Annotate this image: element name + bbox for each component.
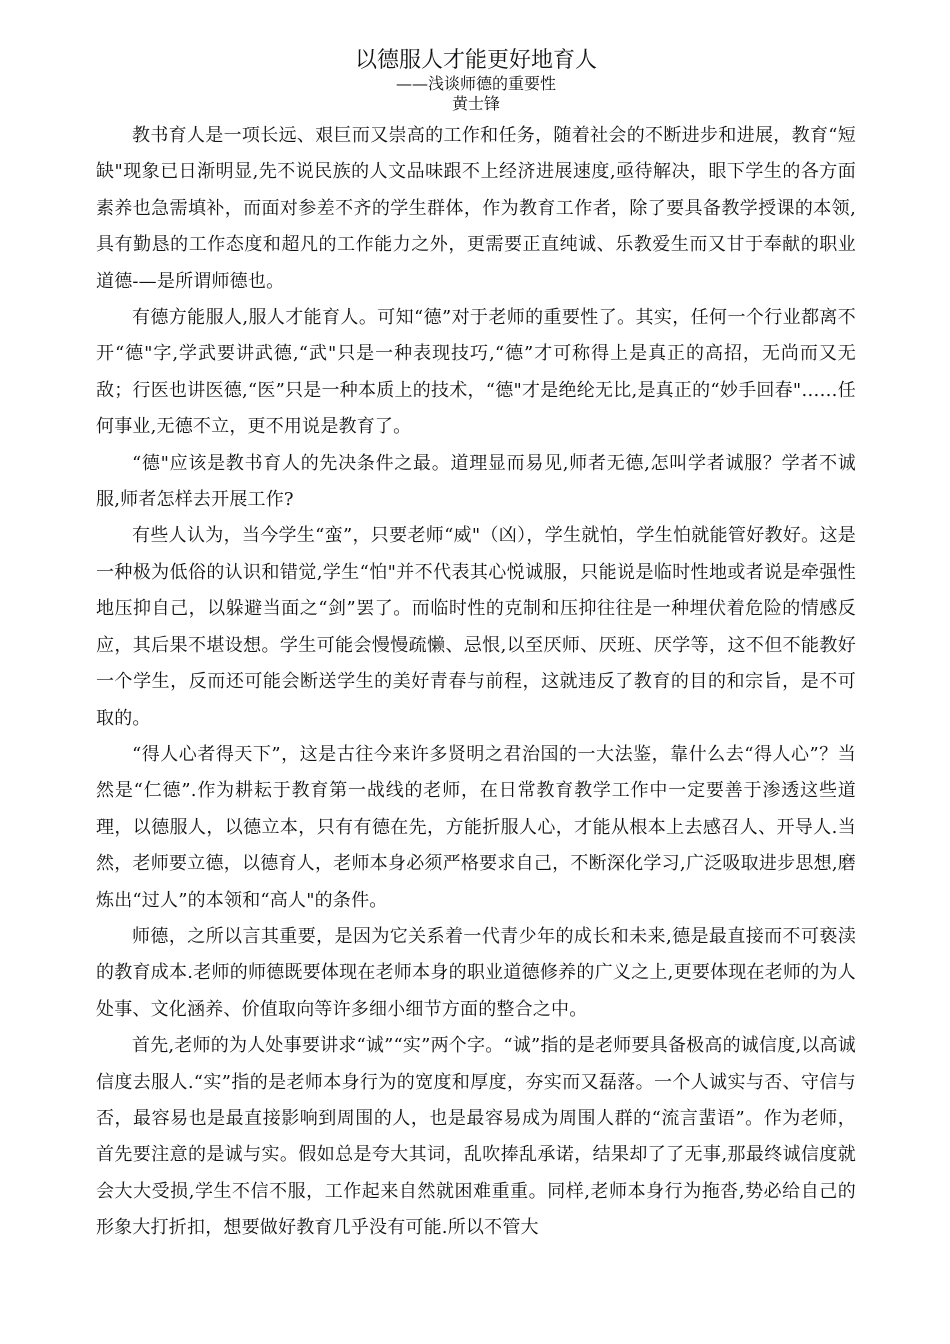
document-subtitle: ——浅谈师德的重要性 [395,74,556,93]
paragraph-7: 首先,老师的为人处事要讲求“诚”“实”两个字。“诚”指的是老师要具备极高的诚信度,以高诚信度去服人.“实”指的是老师本身行为的宽度和厚度，夯实而又磊落。一个人诚实与否、守信与否，最容易也是最直接影响到周围的人，也是最容易成为周围人群的“流言蜚语”。作为老师，首先要注意的是诚与实。假如总是夸大其词，乱吹捧乱承诺，结果却了了无事,那最终诚信度就会大大受损,学生不信不服，工作起来自然就困难重重。同样,老师本身行为拖沓,势必给自己的形象大打折扣，想要做好教育几乎没有可能.所以不管大 [96,1035,856,1239]
document-author: 黄士锋 [451,94,500,113]
paragraph-3: “德"应该是教书育人的先决条件之最。道理显而易见,师者无德,怎叫学者诚服？学者不诚服,师者怎样去开展工作? [96,452,856,511]
document-page [96,48,856,1247]
paragraph-6: 师德，之所以言其重要，是因为它关系着一代青少年的成长和未来,德是最直接而不可亵渎的教育成本.老师的师德既要体现在老师本身的职业道德修养的广义之上,更要体现在老师的为人处事、文化涵养、价值取向等许多细小细节方面的整合之中。 [96,925,856,1020]
paragraph-5: “得人心者得天下”，这是古往今来许多贤明之君治国的一大法鉴，靠什么去“得人心”？当然是“仁德”.作为耕耘于教育第一战线的老师，在日常教育教学工作中一定要善于渗透这些道理，以德服人，以德立本，只有有德在先，方能折服人心，才能从根本上去感召人、开导人.当然，老师要立德，以德育人，老师本身必须严格要求自己，不断深化学习,广泛吸取进步思想,磨炼出“过人”的本领和“高人"的条件。 [96,743,856,911]
paragraph-2: 有德方能服人,服人才能育人。可知“德”对于老师的重要性了。其实，任何一个行业都离不开“德"字,学武要讲武德,“武"只是一种表现技巧,“德”才可称得上是真正的高招，无尚而又无敌；行医也讲医德,“医”只是一种本质上的技术，“德"才是绝纶无比,是真正的“妙手回春"……任何事业,无德不立，更不用说是教育了。 [96,307,856,438]
paragraph-4: 有些人认为，当今学生“蛮”，只要老师“威"（凶），学生就怕，学生怕就能管好教好。这是一种极为低俗的认识和错觉,学生“怕"并不代表其心悦诚服，只能说是临时性地或者说是牵强性地压抑自己，以躲避当面之“剑”罢了。而临时性的克制和压抑往往是一种埋伏着危险的情感反应，其后果不堪设想。学生可能会慢慢疏懒、忌恨,以至厌师、厌班、厌学等，这不但不能教好一个学生，反而还可能会断送学生的美好青春与前程，这就违反了教育的目的和宗旨，是不可取的。 [96,525,856,729]
document-title: 以德服人才能更好地育人 [354,48,597,73]
paragraph-1: 教书育人是一项长远、艰巨而又崇高的工作和任务，随着社会的不断进步和进展，教育“短缺"现象已日渐明显,先不说民族的人文品味跟不上经济进展速度,亟待解决，眼下学生的各方面素养也急需填补，而面对参差不齐的学生群体，作为教育工作者，除了要具备教学授课的本领,具有勤恳的工作态度和超凡的工作能力之外，更需要正直纯诚、乐教爱生而又甘于奉献的职业道德-—是所谓师德也。 [96,125,856,292]
